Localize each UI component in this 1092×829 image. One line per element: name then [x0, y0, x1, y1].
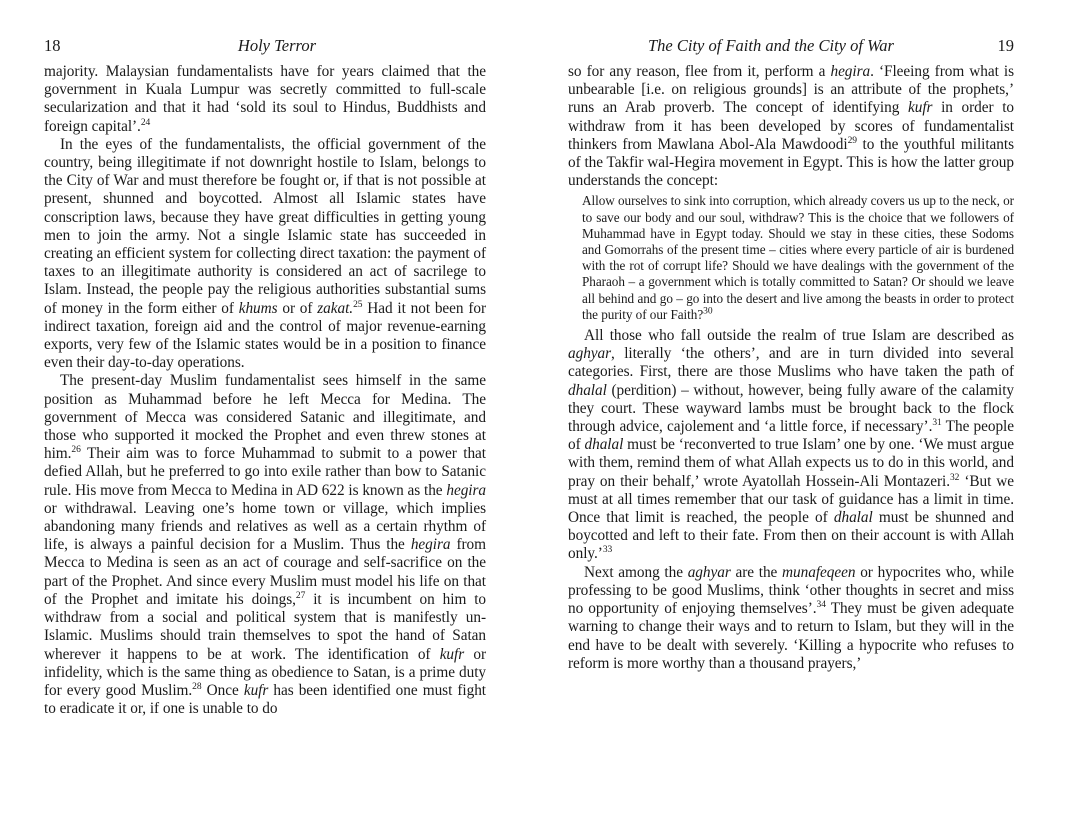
text-run: must be shunned and boycotted and left to their fate. From then on their account is with Allah only.’	[568, 509, 1014, 563]
footnote-marker: 28	[192, 681, 202, 692]
text-run: or of	[277, 299, 318, 317]
text-run: Allow ourselves to sink into corruption, which already covers us up to the neck, or to save our body and our soul, withdraw? This is the choice that we followers of Muhammad have in Egypt today. Should we stay in these cities, these Sodoms and Gomorrahs of the present time – cities where every particle of air is burdened with the rot of corrupt life? Should we have dealings with the government of the Pharaoh – a government which is totally committed to Satan? Or should we leave all behind and go – go into the desert and live among the beasts in order to protect the purity of our Faith?	[582, 193, 1014, 322]
text-run: All those who fall outside the realm of true Islam are described as	[584, 327, 1014, 345]
italic-term: kufr	[243, 681, 269, 699]
text-run: has been identified one must fight to eradicate it or, if one is unable to do	[44, 681, 486, 718]
footnote-marker: 27	[295, 590, 306, 601]
footnote-marker: 33	[602, 545, 613, 556]
text-run: or hypocrites who, while professing to be good Muslims, think ‘other thoughts in secret and miss no opportunity of enjoying themselves’.	[568, 563, 1014, 618]
italic-term: hegira	[830, 63, 871, 80]
text-run: to the youthful militants of the Takfir wal-Hegira movement in Egypt. This is how the latter group understands the concept:	[568, 135, 1014, 190]
text-run: majority. Malaysian fundamentalists have for years claimed that the government in Kuala Lumpur was secretly committed to full-scale secularization and that it had ‘sold its soul to Hindus, Buddhists and foreign capital’.	[44, 63, 486, 135]
italic-term: kufr	[439, 645, 465, 663]
text-run: it is incumbent on him to withdraw from a social and political system that is manifestly un-Islamic. Muslims should train themselves to spot the hand of Satan wherever it happens to be at work. The identification of	[44, 590, 486, 663]
paragraph	[44, 63, 486, 136]
footnote-marker: 26	[71, 445, 81, 456]
text-run: In the eyes of the fundamentalists, the official government of the country, being illegitimate if not downright hostile to Islam, belongs to the City of War and must therefore be fought or, if that is not possible at present, shunned and boycotted. Almost all Islamic states have conscription laws, because they have great difficulties in getting young men to join the army. Not a single Islamic state has succeeded in creating an efficient system for collecting direct taxation: the payment of taxes to an illegitimate authority is considered an act of sacrilege to Islam. Instead, the people pay the religious authorities substantial sums of money in the form either of	[44, 135, 486, 317]
left-body-text	[44, 63, 486, 718]
footnote-marker: 24	[140, 117, 151, 128]
right-page	[546, 0, 1092, 829]
italic-term: dhalal	[568, 381, 607, 399]
footnote-marker: 32	[949, 472, 960, 483]
right-body-text	[568, 63, 1014, 673]
footnote-marker: 25	[353, 299, 363, 310]
italic-term: khums	[238, 299, 278, 317]
text-run: in order to withdraw from it has been developed by scores of fundamentalist thinkers from Mawlana Abol-Ala Mawdoodi	[568, 99, 1014, 153]
footnote-marker: 34	[816, 600, 826, 610]
paragraph	[568, 564, 1014, 673]
text-run: must be ‘reconverted to true Islam’ one by one. ‘We must argue with them, remind them of what Allah expects us to do in this world, and pray on their behalf,’ wrote Ayatollah Hossein-Ali Montazeri.	[568, 436, 1015, 490]
italic-term: zakat.	[317, 299, 354, 317]
text-run: (perdition) – without, however, being fully aware of the calamity they court. These wayward lambs must be brought back to the flock through advice, cajolement and ‘a little force, if necessary’.	[568, 381, 1014, 436]
paragraph	[568, 63, 1014, 190]
italic-term: dhalal	[584, 436, 624, 454]
footnote-marker: 30	[703, 306, 713, 317]
right-running-title: The City of Faith and the City of War	[648, 36, 894, 55]
text-run: , literally ‘the others’, and are in turn divided into several categories. First, there are those Muslims who have taken the path of	[568, 345, 1014, 381]
footnote-marker: 29	[847, 135, 857, 146]
left-page-number: 18	[44, 36, 61, 55]
paragraph	[44, 136, 486, 373]
text-run: Next among the	[584, 563, 688, 581]
block-quote-text	[582, 193, 1014, 323]
text-run: or withdrawal. Leaving one’s home town or village, which implies abandoning many friends and relatives as well as a certain rhythm of life, is always a painful decision for a Muslim. Thus the	[44, 499, 486, 554]
text-run: Their aim was to force Muhammad to submit to a power that defied Allah, but he preferred to go into exile rather than bow to Satanic rule. His move from Mecca to Medina in AD 622 is known as the	[44, 445, 486, 499]
paragraph	[568, 327, 1014, 564]
text-run: from Mecca to Medina is seen as an act of courage and self-sacrifice on the part of the Prophet. And since every Muslim must model his life on that of the Prophet and imitate his doings,	[44, 536, 486, 608]
text-run: are the	[730, 563, 783, 581]
text-run: They must be given adequate warning to change their ways and to return to Islam, but they will in the end have to be dealt with severely. ‘Killing a hypocrite who refuses to reform is more worthy than a thousand prayers,’	[568, 600, 1014, 672]
italic-term: hegira	[410, 536, 451, 554]
paragraph	[44, 372, 486, 718]
text-run: ‘But we must at all times remember that our task of guidance has a limit in time. Once that limit is reached, the people of	[568, 472, 1015, 527]
text-run: Had it not been for indirect taxation, foreign aid and the control of major revenue-earning exports, very few of the Islamic states would be in a position to finance even their day-to-day operations.	[44, 299, 487, 372]
italic-term: dhalal	[833, 509, 873, 527]
right-running-head	[568, 36, 1014, 58]
footnote-marker: 31	[932, 417, 942, 428]
text-run: Once	[201, 681, 244, 699]
text-run: The present-day Muslim fundamentalist sees himself in the same position as Muhammad before he left Mecca for Medina. The government of Mecca was considered Satanic and illegitimate, and those who supported it mocked the Prophet and even threw stones at him.	[44, 372, 486, 463]
italic-term: hegira	[446, 481, 486, 499]
text-run: or infidelity, which is the same thing as obedience to Satan, is a prime duty for every good Muslim.	[44, 645, 486, 699]
block-quote	[582, 193, 1014, 323]
italic-term: munafeqeen	[782, 563, 856, 581]
text-run: . ‘Fleeing from what is unbearable [i.e. on religious grounds] is an attribute of the prophets,’ runs an Arab proverb. The concept of identifying	[568, 63, 1015, 117]
italic-term: kufr	[907, 99, 933, 117]
left-running-head	[44, 36, 486, 58]
italic-term: aghyar	[568, 345, 612, 363]
text-run: so for any reason, flee from it, perform a	[568, 63, 831, 80]
right-page-number: 19	[997, 36, 1014, 55]
italic-term: aghyar	[687, 563, 731, 581]
text-run: The people of	[568, 418, 1014, 454]
left-running-title: Holy Terror	[237, 36, 316, 55]
